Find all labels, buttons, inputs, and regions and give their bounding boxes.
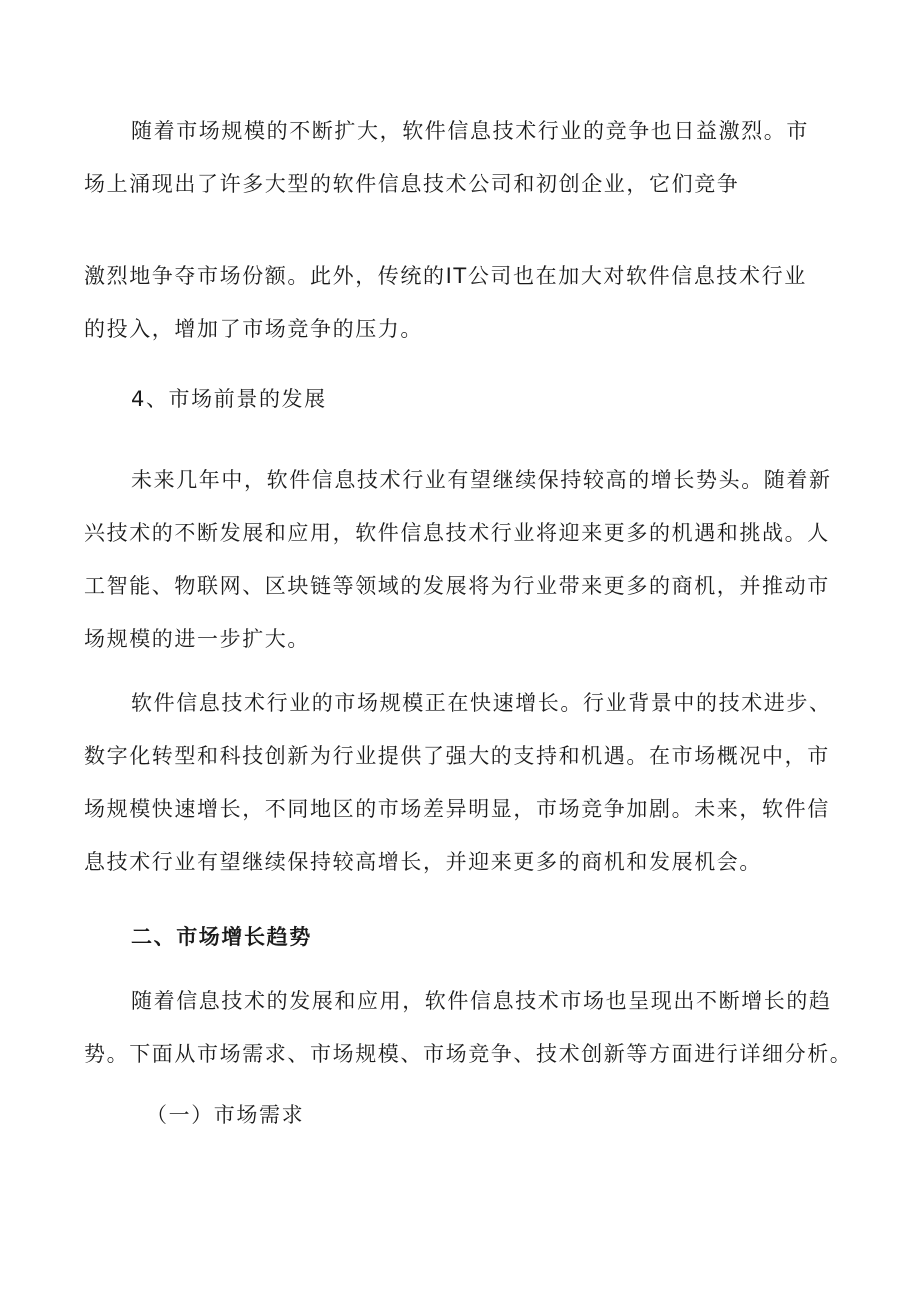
paragraph-line: 的投入，增加了市场竞争的压力。 (84, 317, 423, 341)
paragraph-line: 场规模的进一步扩大。 (84, 627, 310, 651)
subsection-title: （一）市场需求 (146, 1103, 305, 1127)
paragraph-line: 工智能、物联网、区块链等领域的发展将为行业带来更多的商机，并推动市 (84, 574, 830, 598)
paragraph-line: 场规模快速增长，不同地区的市场差异明显，市场竞争加剧。未来，软件信 (84, 797, 830, 821)
paragraph-line: 势。下面从市场需求、市场规模、市场竞争、技术创新等方面进行详细分析。 (84, 1042, 853, 1066)
paragraph-line: 随着市场规模的不断扩大，软件信息技术行业的竞争也日益激烈。市 (131, 119, 809, 143)
paragraph-line: 兴技术的不断发展和应用，软件信息技术行业将迎来更多的机遇和挑战。人 (84, 521, 830, 545)
paragraph-line: 场上涌现出了许多大型的软件信息技术公司和初创企业，它们竞争 (84, 172, 740, 196)
paragraph-line: 数字化转型和科技创新为行业提供了强大的支持和机遇。在市场概况中，市 (84, 744, 830, 768)
section-title: 二、市场增长趋势 (131, 925, 312, 949)
paragraph-line: 随着信息技术的发展和应用，软件信息技术市场也呈现出不断增长的趋 (131, 989, 832, 1013)
paragraph-line: 软件信息技术行业的市场规模正在快速增长。行业背景中的技术进步、 (131, 691, 832, 715)
paragraph-line: 未来几年中，软件信息技术行业有望继续保持较高的增长势头。随着新 (131, 468, 832, 492)
paragraph-line: 息技术行业有望继续保持较高增长，并迎来更多的商机和发展机会。 (84, 850, 762, 874)
paragraph-line: 激烈地争夺市场份额。此外，传统的IT公司也在加大对软件信息技术行业 (84, 264, 807, 288)
section-heading: 4、市场前景的发展 (131, 387, 327, 411)
